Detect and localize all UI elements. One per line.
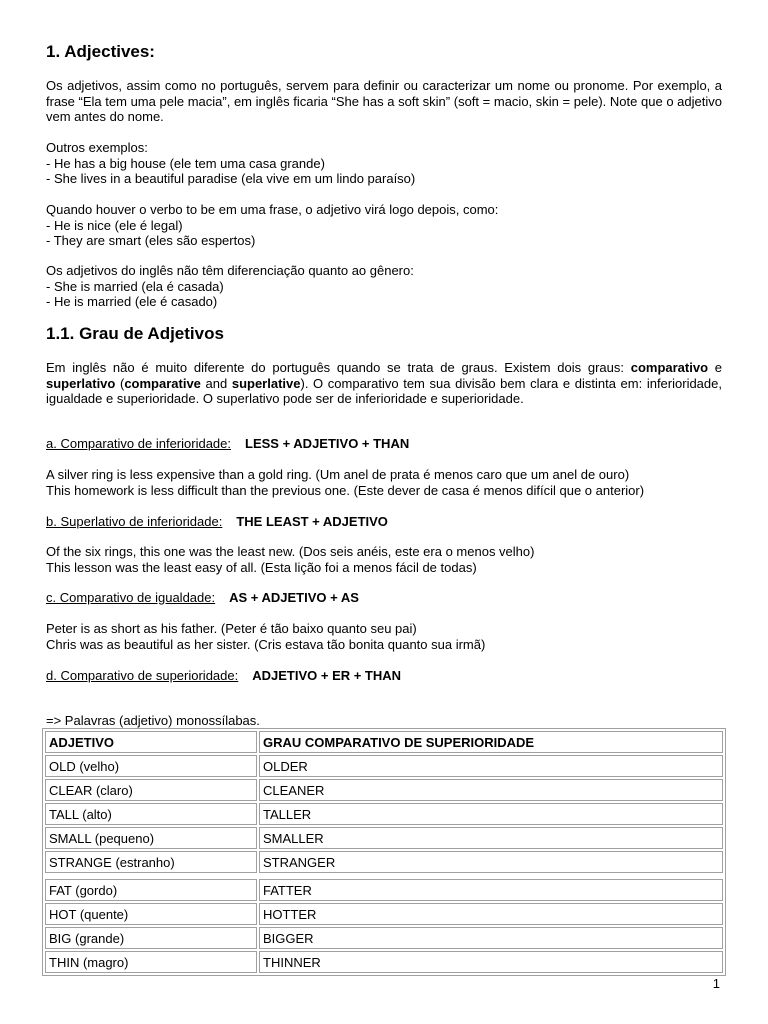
formula: LESS + ADJETIVO + THAN: [245, 436, 410, 451]
verb-to-be-block: [46, 202, 722, 249]
example-item: - He has a big house (ele tem uma casa grande): [46, 155, 325, 171]
gender-intro: Os adjetivos do inglês não têm diferenciação quanto ao gênero:: [46, 263, 414, 278]
examples-b: [46, 544, 722, 575]
examples-c: [46, 621, 722, 652]
heading-label: b. Superlativo de inferioridade:: [46, 514, 223, 529]
table-header-row: [45, 731, 723, 753]
heading-comparativo-superioridade: [46, 668, 401, 683]
grau-intro-paragraph: [46, 360, 722, 407]
example-item: - She lives in a beautiful paradise (ela vive em um lindo paraíso): [46, 171, 416, 186]
page-number: 1: [712, 976, 720, 991]
table-row: [45, 755, 723, 777]
table-row: [45, 827, 723, 849]
table-cell: THIN (magro): [45, 951, 257, 973]
table-row: [45, 951, 723, 973]
formula: AS + ADJETIVO + AS: [229, 590, 359, 605]
table-cell: OLD (velho): [45, 755, 257, 777]
table-cell: TALLER: [259, 803, 723, 825]
table-cell: BIG (grande): [45, 927, 257, 949]
intro-text: ). O comparativo tem sua divisão bem clara e distinta em: inferioridade, igualdade e superioridade. O superlativo pode ser de inferioridade e superioridade.: [46, 375, 722, 406]
heading-label: d. Comparativo de superioridade:: [46, 668, 239, 683]
table-gap: [45, 875, 723, 877]
table-cell: FATTER: [259, 879, 723, 901]
table-header-cell: ADJETIVO: [45, 731, 257, 753]
gender-block: [46, 263, 722, 310]
other-examples-label: Outros exemplos:: [46, 140, 148, 155]
table-cell: CLEANER: [259, 779, 723, 801]
term-comparative: comparative: [124, 375, 201, 391]
table-row: [45, 779, 723, 801]
table-cell: SMALL (pequeno): [45, 827, 257, 849]
table-row: [45, 879, 723, 901]
examples-a: [46, 467, 722, 498]
table-cell: OLDER: [259, 755, 723, 777]
example-sentence: A silver ring is less expensive than a gold ring. (Um anel de prata é menos caro que um anel de ouro): [46, 467, 630, 482]
table-cell: TALL (alto): [45, 803, 257, 825]
example-item: - She is married (ela é casada): [46, 278, 224, 294]
verb-to-be-intro: Quando houver o verbo to be em uma frase, o adjetivo virá logo depois, como:: [46, 202, 499, 217]
term-comparativo: comparativo: [630, 360, 709, 375]
section-title-grau: 1.1. Grau de Adjetivos: [46, 324, 224, 343]
table-row: [45, 803, 723, 825]
example-sentence: Chris was as beautiful as her sister. (Cris estava tão bonita quanto sua irmã): [46, 636, 486, 652]
monosyllable-note: => Palavras (adjetivo) monossílabas.: [46, 713, 260, 728]
other-examples-block: [46, 140, 722, 187]
example-item: - He is nice (ele é legal): [46, 217, 183, 233]
term-superlative: superlative: [231, 375, 301, 391]
intro-text: e: [708, 360, 722, 375]
table-cell: FAT (gordo): [45, 879, 257, 901]
table-cell: CLEAR (claro): [45, 779, 257, 801]
table-cell: BIGGER: [259, 927, 723, 949]
section-title-adjectives: 1. Adjectives:: [46, 42, 155, 61]
example-sentence: This lesson was the least easy of all. (Esta lição foi a menos fácil de todas): [46, 559, 477, 575]
formula: THE LEAST + ADJETIVO: [236, 514, 388, 529]
example-sentence: This homework is less difficult than the previous one. (Este dever de casa é menos difícil que o anterior): [46, 482, 645, 498]
example-item: - He is married (ele é casado): [46, 294, 218, 309]
table-cell: SMALLER: [259, 827, 723, 849]
example-sentence: Of the six rings, this one was the least new. (Dos seis anéis, este era o menos velho): [46, 544, 535, 559]
adjective-table: [42, 728, 726, 976]
heading-label: a. Comparativo de inferioridade:: [46, 436, 231, 451]
table-cell: HOT (quente): [45, 903, 257, 925]
term-superlativo: superlativo: [46, 375, 116, 391]
table-cell: HOTTER: [259, 903, 723, 925]
heading-label: c. Comparativo de igualdade:: [46, 590, 216, 605]
heading-comparativo-igualdade: [46, 590, 359, 605]
table-row: [45, 851, 723, 873]
table-cell: STRANGER: [259, 851, 723, 873]
heading-superlativo-inferioridade: [46, 514, 388, 529]
table-row: [45, 903, 723, 925]
example-sentence: Peter is as short as his father. (Peter é tão baixo quanto seu pai): [46, 621, 417, 636]
intro-text: (: [115, 375, 125, 391]
table-cell: THINNER: [259, 951, 723, 973]
intro-text: and: [200, 375, 232, 391]
formula: ADJETIVO + ER + THAN: [252, 668, 402, 683]
intro-paragraph: Os adjetivos, assim como no português, servem para definir ou caracterizar um nome ou pronome. Por exemplo, a frase “Ela tem uma pele macia”, em inglês ficaria “She has a soft skin” (soft = macio, skin = pele). Note que o adjetivo vem antes do nome.: [46, 78, 722, 124]
table-cell: STRANGE (estranho): [45, 851, 257, 873]
heading-comparativo-inferioridade: [46, 436, 409, 451]
example-item: - They are smart (eles são espertos): [46, 233, 256, 248]
table-row: [45, 927, 723, 949]
intro-text: Em inglês não é muito diferente do português quando se trata de graus. Existem dois graus:: [46, 360, 631, 375]
table-header-cell: GRAU COMPARATIVO DE SUPERIORIDADE: [259, 731, 723, 753]
